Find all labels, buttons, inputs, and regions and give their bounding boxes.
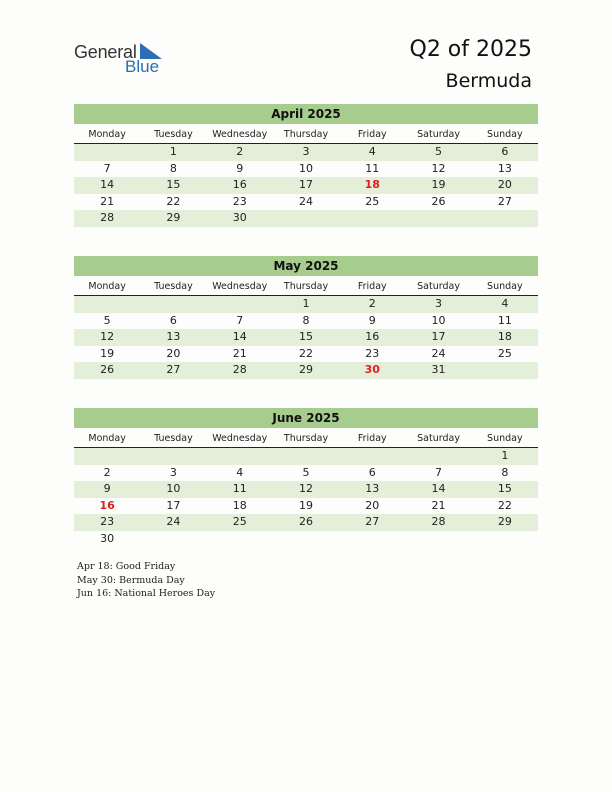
- day-cell: 11: [365, 161, 380, 175]
- day-cell: 6: [169, 313, 177, 327]
- day-cell: 15: [298, 330, 313, 343]
- day-cell: 21: [100, 194, 115, 208]
- day-cell: [273, 210, 339, 227]
- day-cell: 14: [431, 482, 446, 495]
- day-cell: 21: [232, 346, 247, 360]
- weekday-label: Wednesday: [212, 433, 268, 444]
- day-cell: 27: [166, 363, 181, 376]
- weekday-label: Wednesday: [212, 129, 268, 140]
- day-cell: 18: [497, 330, 512, 343]
- day-cell: 7: [236, 313, 244, 327]
- weekday-label: Friday: [357, 129, 387, 140]
- holiday-note: Jun 16: National Heroes Day: [77, 588, 216, 599]
- day-cell: [140, 448, 206, 465]
- day-cell: [207, 448, 273, 465]
- day-cell: 14: [232, 330, 247, 343]
- day-cell: 12: [431, 161, 446, 175]
- day-cell: 4: [501, 297, 509, 310]
- day-cell: 14: [100, 178, 115, 191]
- day-cell: 8: [501, 465, 509, 479]
- week-row: [74, 362, 538, 379]
- day-cell: 22: [166, 194, 181, 208]
- day-cell: [273, 531, 339, 548]
- day-cell: 1: [501, 449, 509, 462]
- week-row: [74, 346, 538, 363]
- day-cell: 27: [497, 194, 512, 208]
- week-row: [74, 296, 538, 313]
- weekday-label: Saturday: [417, 129, 460, 140]
- day-cell: 13: [497, 161, 512, 175]
- day-cell: 19: [100, 346, 115, 360]
- week-row: [74, 481, 538, 498]
- day-cell: 25: [497, 346, 512, 360]
- day-cell: 10: [431, 313, 446, 327]
- page-title: Q2 of 2025: [409, 37, 532, 62]
- week-row: [74, 177, 538, 194]
- day-cell: 11: [232, 482, 247, 495]
- day-cell: [74, 144, 140, 161]
- month-title: April 2025: [74, 104, 538, 124]
- weekday-label: Wednesday: [212, 281, 268, 292]
- day-cell: 18: [232, 498, 247, 512]
- day-cell: [339, 531, 405, 548]
- week-row: [74, 144, 538, 161]
- day-cell: 30: [364, 363, 380, 376]
- week-row: [74, 531, 538, 548]
- day-cell: [140, 296, 206, 313]
- day-cell: 20: [365, 498, 380, 512]
- day-cell: 26: [431, 194, 446, 208]
- day-cell: [74, 448, 140, 465]
- day-cell: 3: [435, 297, 443, 310]
- day-cell: [74, 296, 140, 313]
- day-cell: [405, 531, 471, 548]
- weekday-label: Saturday: [417, 433, 460, 444]
- week-row: [74, 194, 538, 211]
- day-cell: 17: [298, 178, 313, 191]
- weekday-label: Thursday: [283, 433, 329, 444]
- weekday-header-row: [74, 278, 538, 296]
- day-cell: 22: [497, 498, 512, 512]
- week-row: [74, 514, 538, 531]
- weekday-label: Friday: [357, 281, 387, 292]
- weekday-label: Tuesday: [154, 129, 193, 140]
- day-cell: [207, 531, 273, 548]
- week-row: [74, 161, 538, 178]
- day-cell: 29: [298, 363, 313, 376]
- day-cell: 28: [100, 211, 115, 224]
- day-cell: 24: [166, 515, 181, 528]
- holiday-notes: [77, 560, 215, 601]
- day-cell: 11: [497, 313, 512, 327]
- month-title: May 2025: [74, 256, 538, 276]
- day-cell: 31: [431, 363, 446, 376]
- day-cell: 2: [368, 297, 376, 310]
- day-cell: 16: [99, 498, 115, 512]
- day-cell: 5: [435, 145, 443, 158]
- day-cell: 9: [368, 313, 376, 327]
- day-cell: 24: [431, 346, 446, 360]
- day-cell: 15: [166, 178, 181, 191]
- day-cell: 6: [368, 465, 376, 479]
- week-row: [74, 498, 538, 515]
- day-cell: 15: [497, 482, 512, 495]
- day-cell: 9: [236, 161, 244, 175]
- weekday-label: Monday: [88, 129, 126, 140]
- day-cell: 28: [232, 363, 247, 376]
- day-cell: [207, 296, 273, 313]
- day-cell: 2: [103, 465, 111, 479]
- weekday-label: Sunday: [487, 433, 523, 444]
- day-cell: 23: [232, 194, 247, 208]
- day-cell: 29: [166, 211, 181, 224]
- month-may: [74, 256, 538, 379]
- day-cell: 3: [169, 465, 177, 479]
- day-cell: 12: [100, 330, 115, 343]
- day-cell: 17: [166, 498, 181, 512]
- day-cell: 27: [365, 515, 380, 528]
- day-cell: [405, 448, 471, 465]
- day-cell: 9: [103, 482, 111, 495]
- day-cell: 25: [365, 194, 380, 208]
- day-cell: 20: [166, 346, 181, 360]
- logo-blue-text: Blue: [125, 57, 160, 76]
- weekday-label: Thursday: [283, 281, 329, 292]
- day-cell: 8: [302, 313, 310, 327]
- logo-general-text: General: [74, 42, 137, 62]
- day-cell: 5: [302, 465, 310, 479]
- day-cell: 28: [431, 515, 446, 528]
- day-cell: [472, 362, 538, 379]
- day-cell: 16: [232, 178, 247, 191]
- day-cell: 25: [232, 515, 247, 528]
- weekday-label: Thursday: [283, 129, 329, 140]
- day-cell: [339, 210, 405, 227]
- day-cell: [140, 531, 206, 548]
- day-cell: [273, 448, 339, 465]
- month-title: June 2025: [74, 408, 538, 428]
- day-cell: 3: [302, 145, 310, 158]
- day-cell: 10: [166, 482, 181, 495]
- day-cell: [405, 210, 471, 227]
- month-april: [74, 104, 538, 227]
- day-cell: 20: [497, 178, 512, 191]
- day-cell: 10: [298, 161, 313, 175]
- day-cell: 7: [103, 161, 111, 175]
- week-row: [74, 210, 538, 227]
- week-row: [74, 448, 538, 465]
- day-cell: 19: [298, 498, 313, 512]
- day-cell: 18: [364, 178, 380, 191]
- day-cell: 2: [236, 145, 244, 158]
- weekday-label: Sunday: [487, 129, 523, 140]
- day-cell: 26: [298, 515, 313, 528]
- day-cell: 1: [302, 297, 310, 310]
- day-cell: 8: [169, 161, 177, 175]
- weekday-label: Sunday: [487, 281, 523, 292]
- day-cell: 4: [368, 145, 376, 158]
- day-cell: 1: [169, 145, 177, 158]
- day-cell: 24: [298, 194, 313, 208]
- weekday-label: Saturday: [417, 281, 460, 292]
- weekday-header-row: [74, 430, 538, 448]
- day-cell: [339, 448, 405, 465]
- day-cell: 30: [232, 211, 247, 224]
- holiday-note: Apr 18: Good Friday: [77, 561, 176, 572]
- day-cell: 4: [236, 465, 244, 479]
- day-cell: 7: [435, 465, 443, 479]
- day-cell: 22: [298, 346, 313, 360]
- day-cell: 23: [100, 515, 115, 528]
- day-cell: [472, 210, 538, 227]
- weekday-label: Monday: [88, 433, 126, 444]
- day-cell: 17: [431, 330, 446, 343]
- country-name: Bermuda: [445, 70, 532, 92]
- day-cell: 5: [103, 313, 111, 327]
- day-cell: 30: [100, 531, 115, 545]
- weekday-label: Tuesday: [154, 433, 193, 444]
- day-cell: 16: [365, 330, 380, 343]
- day-cell: 13: [365, 482, 380, 495]
- weekday-label: Monday: [88, 281, 126, 292]
- day-cell: 26: [100, 363, 115, 376]
- weekday-label: Friday: [357, 433, 387, 444]
- day-cell: 29: [497, 515, 512, 528]
- weekday-header-row: [74, 126, 538, 144]
- week-row: [74, 465, 538, 482]
- day-cell: 6: [501, 145, 509, 158]
- day-cell: 13: [166, 330, 181, 343]
- holiday-note: May 30: Bermuda Day: [77, 574, 185, 586]
- month-june: [74, 408, 538, 547]
- day-cell: 19: [431, 178, 446, 191]
- day-cell: [472, 531, 538, 548]
- day-cell: 21: [431, 498, 446, 512]
- logo: [74, 42, 174, 78]
- week-row: [74, 313, 538, 330]
- day-cell: 12: [298, 482, 313, 495]
- day-cell: 23: [365, 346, 380, 360]
- weekday-label: Tuesday: [154, 281, 193, 292]
- week-row: [74, 329, 538, 346]
